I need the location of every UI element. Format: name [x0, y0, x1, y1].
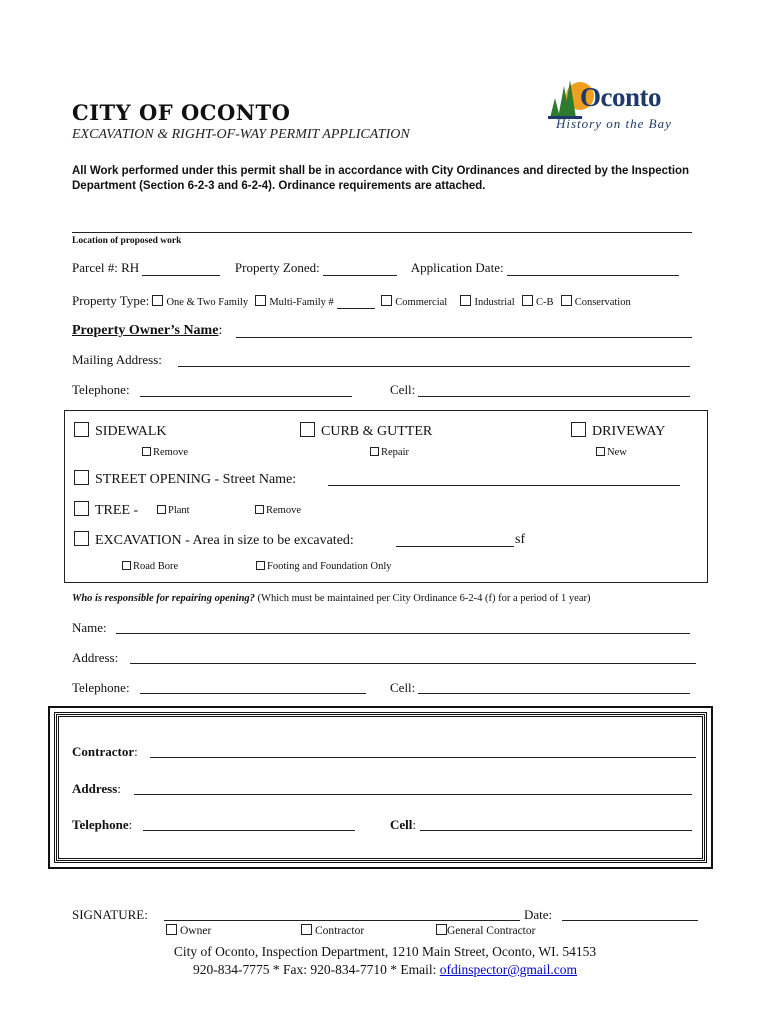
form-title: CITY OF OCONTO [72, 100, 291, 125]
contractor-box-inner [58, 716, 703, 859]
driveway-new-label: New [607, 447, 627, 458]
location-line[interactable] [72, 232, 692, 233]
excavation-option[interactable] [74, 531, 354, 549]
street-opening-label: STREET OPENING - Street Name: [95, 472, 297, 487]
curb-option[interactable] [300, 422, 432, 440]
owner-name-row: Property Owner’s Name: [72, 323, 223, 338]
checkbox-signer-general-contractor[interactable] [436, 924, 447, 935]
contractor-box [48, 706, 713, 869]
contractor-telephone-label: Telephone [72, 817, 129, 832]
zoned-label: Property Zoned: [234, 260, 320, 275]
driveway-new-option[interactable] [596, 447, 627, 458]
signer-contractor-option[interactable] [301, 924, 364, 937]
responsible-cell-field[interactable] [418, 693, 690, 694]
responsible-note: (Which must be maintained per City Ordinance 6-2-4 (f) for a period of 1 year) [254, 593, 591, 604]
responsible-name-field[interactable] [116, 633, 690, 634]
owner-name-field[interactable] [236, 337, 692, 338]
owner-cell-label: Cell: [390, 382, 416, 397]
zoned-field[interactable] [323, 262, 397, 276]
property-type-label: Property Type: [72, 293, 150, 308]
driveway-option[interactable] [571, 422, 665, 440]
sidewalk-label: SIDEWALK [95, 424, 167, 439]
logo-name: Oconto [580, 82, 661, 112]
signature-date-field[interactable] [562, 920, 698, 921]
checkbox-multi-family[interactable] [255, 295, 266, 306]
tree-plant-label: Plant [168, 505, 190, 516]
option-conservation: Conservation [574, 297, 631, 308]
multi-family-count-field[interactable] [337, 298, 375, 309]
mailing-label: Mailing Address: [72, 352, 162, 367]
parcel-field[interactable] [142, 262, 220, 276]
responsible-question: Who is responsible for repairing opening? [72, 593, 255, 604]
responsible-address-label: Address: [72, 650, 119, 665]
signature-field[interactable] [164, 920, 520, 921]
responsible-telephone-field[interactable] [140, 693, 366, 694]
contractor-address-label: Address [72, 781, 118, 796]
owner-cell-field[interactable] [418, 396, 690, 397]
curb-label: CURB & GUTTER [321, 424, 433, 439]
contractor-telephone-field[interactable] [143, 830, 355, 831]
signer-contractor-label: Contractor [315, 925, 365, 937]
checkbox-driveway[interactable] [571, 422, 586, 437]
excavation-unit: sf [515, 532, 526, 547]
checkbox-commercial[interactable] [381, 295, 392, 306]
tree-option[interactable] [74, 501, 138, 519]
option-multi-family: Multi-Family # [269, 297, 334, 308]
responsible-name-label: Name: [72, 620, 107, 635]
intro-text: All Work performed under this permit shall be in accordance with City Ordinances and directed by the Inspection Department (Section 6-2-3 and 6-2-4). Ordinance requirements are attached. [72, 165, 690, 192]
option-commercial: Commercial [395, 297, 448, 308]
checkbox-tree-remove[interactable] [255, 505, 264, 514]
contractor-cell-label: Cell [390, 817, 413, 832]
road-bore-label: Road Bore [133, 561, 179, 572]
checkbox-excavation[interactable] [74, 531, 89, 546]
checkbox-cb[interactable] [522, 295, 533, 306]
owner-telephone-label: Telephone: [72, 382, 130, 397]
owner-name-label: Property Owner’s Name [72, 323, 219, 338]
curb-repair-option[interactable] [370, 447, 409, 458]
checkbox-one-two-family[interactable] [152, 295, 163, 306]
option-cb: C-B [535, 297, 554, 308]
checkbox-curb-repair[interactable] [370, 447, 379, 456]
checkbox-curb-gutter[interactable] [300, 422, 315, 437]
checkbox-tree[interactable] [74, 501, 89, 516]
tree-plant-option[interactable] [157, 505, 190, 516]
checkbox-signer-owner[interactable] [166, 924, 177, 935]
property-type-row [72, 293, 631, 309]
checkbox-signer-contractor[interactable] [301, 924, 312, 935]
tree-label: TREE - [95, 503, 139, 518]
contractor-address-row: Address: [72, 781, 121, 796]
responsible-question-row [72, 593, 591, 604]
contractor-cell-field[interactable] [420, 830, 692, 831]
signature-label: SIGNATURE: [72, 907, 148, 922]
contractor-cell-row: Cell: [390, 817, 417, 832]
responsible-address-field[interactable] [130, 663, 696, 664]
form-subtitle: EXCAVATION & RIGHT-OF-WAY PERMIT APPLICATION [72, 127, 410, 142]
driveway-label: DRIVEWAY [592, 424, 666, 439]
checkbox-sidewalk-remove[interactable] [142, 447, 151, 456]
footing-label: Footing and Foundation Only [267, 561, 392, 572]
street-opening-option[interactable] [74, 470, 296, 488]
signer-general-contractor-option[interactable] [436, 924, 535, 937]
sidewalk-remove-label: Remove [153, 447, 188, 458]
sidewalk-remove-option[interactable] [142, 447, 188, 458]
app-date-label: Application Date: [410, 260, 504, 275]
curb-repair-label: Repair [381, 447, 409, 458]
option-one-two-family: One & Two Family [166, 297, 249, 308]
checkbox-footing-foundation[interactable] [256, 561, 265, 570]
road-bore-option[interactable] [122, 561, 178, 572]
excavation-area-field[interactable] [396, 546, 514, 547]
tree-remove-label: Remove [266, 505, 301, 516]
responsible-cell-label: Cell: [390, 680, 416, 695]
contractor-label: Contractor [72, 744, 135, 759]
contractor-telephone-row: Telephone: [72, 817, 133, 832]
option-industrial: Industrial [474, 297, 515, 308]
checkbox-industrial[interactable] [460, 295, 471, 306]
parcel-label: Parcel #: RH [72, 260, 140, 275]
app-date-field[interactable] [507, 262, 679, 276]
checkbox-road-bore[interactable] [122, 561, 131, 570]
signer-owner-label: Owner [180, 925, 212, 937]
tree-remove-option[interactable] [255, 505, 301, 516]
sidewalk-option[interactable] [74, 422, 167, 440]
contractor-address-field[interactable] [134, 794, 692, 795]
checkbox-driveway-new[interactable] [596, 447, 605, 456]
location-label: Location of proposed work [72, 236, 182, 246]
signature-date-label: Date: [524, 907, 553, 922]
contractor-name-field[interactable] [150, 757, 696, 758]
signer-general-contractor-label: General Contractor [447, 925, 536, 937]
checkbox-tree-plant[interactable] [157, 505, 166, 514]
excavation-label: EXCAVATION - Area in size to be excavated: [95, 533, 354, 548]
footer-address: City of Oconto, Inspection Department, 1210 Main Street, Oconto, WI. 54153 [173, 944, 597, 959]
checkbox-sidewalk[interactable] [74, 422, 89, 437]
footer-contact [0, 962, 770, 978]
logo-tagline: History on the Bay [556, 116, 672, 131]
footer-email-link[interactable]: ofdinspector@gmail.com [439, 962, 577, 977]
contractor-row: Contractor: [72, 744, 138, 759]
signer-owner-option[interactable] [166, 924, 211, 937]
footer-phone-fax: 920-834-7775 * Fax: 920-834-7710 * Email: [192, 962, 440, 977]
checkbox-conservation[interactable] [561, 295, 572, 306]
mailing-address-field[interactable] [178, 366, 690, 367]
footing-option[interactable] [256, 561, 392, 572]
checkbox-street-opening[interactable] [74, 470, 89, 485]
parcel-row [72, 260, 679, 276]
city-logo [544, 76, 694, 138]
responsible-telephone-label: Telephone: [72, 680, 130, 695]
street-name-field[interactable] [328, 485, 680, 486]
owner-telephone-field[interactable] [140, 396, 352, 397]
